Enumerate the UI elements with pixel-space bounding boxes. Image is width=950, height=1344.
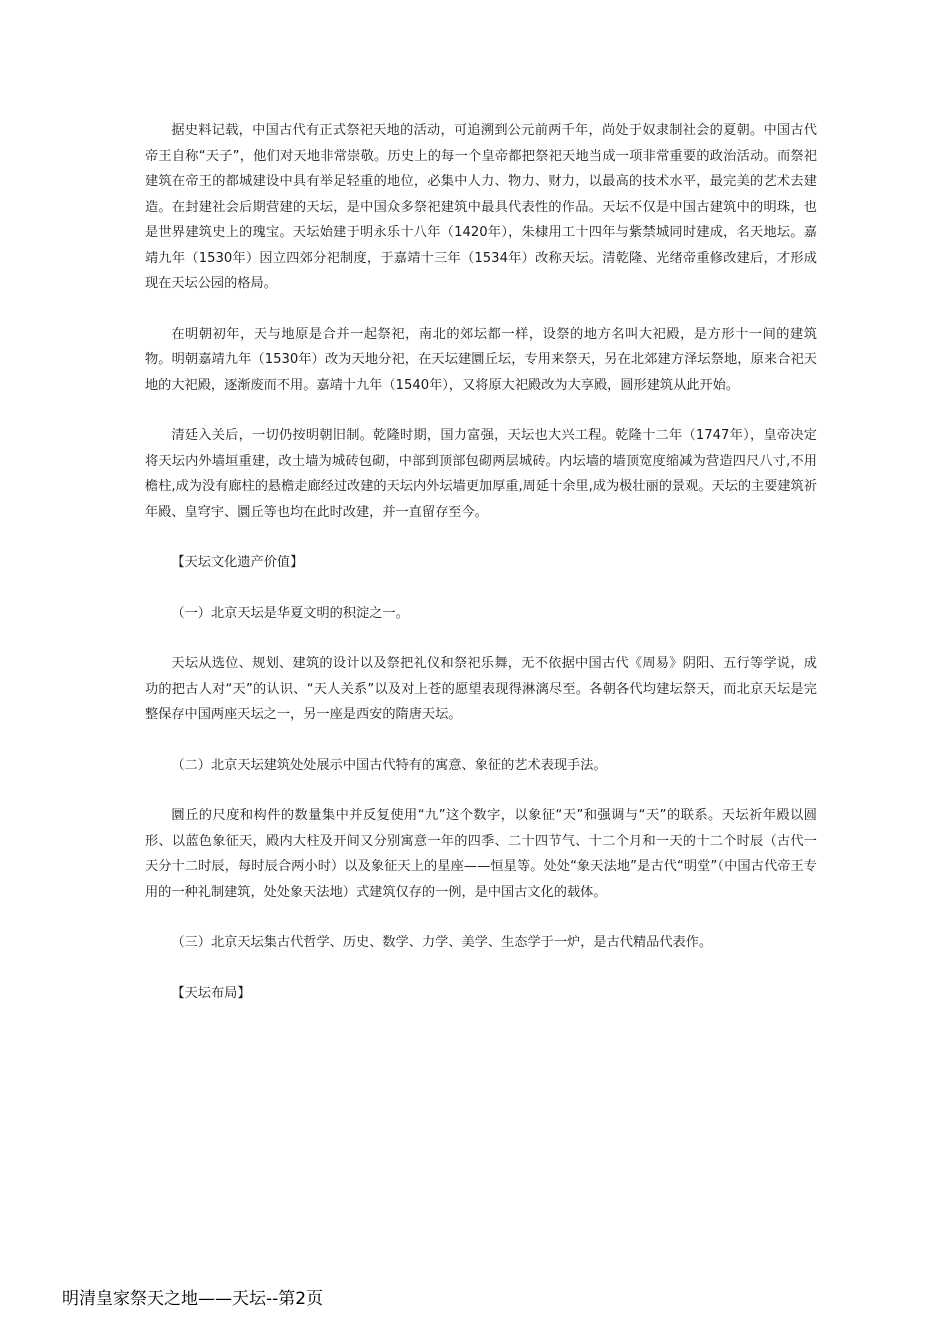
subheading-three: （三）北京天坛集古代哲学、历史、数学、力学、美学、生态学于一炉，是古代精品代表作。 [171, 935, 713, 950]
section-heading-layout: 【天坛布局】 [171, 985, 251, 1001]
section-heading-heritage-value: 【天坛文化遗产价值】 [171, 555, 304, 570]
subheading-two: （二）北京天坛建筑处处展示中国古代特有的寓意、象征的艺术表现手法。 [171, 757, 607, 773]
paragraph-symbolism: 圜丘的尺度和构件的数量集中并反复使用“九”这个数字，以象征“天”和强调与“天”的联系。天坛祈年殿以圆形、以蓝色象征天，殿内大柱及开间又分别寓意一年的四季、二十四节气、十二个月和一天的十二个时辰（古代一天分十二时辰，每时辰合两小时）以及象征天上的星座——恒星等。处处“象天法地”是古代“明堂”（中国古代帝王专用的一种礼制建筑，处处象天法地）式建筑仅存的一例，是中国古文化的载体。 [145, 808, 817, 900]
paragraph-ming-dynasty: 在明朝初年，天与地原是合并一起祭祀，南北的郊坛都一样，设祭的地方名叫大祀殿，是方形十一间的建筑物。明朝嘉靖九年（1530年）改为天地分祀，在天坛建圜丘坛，专用来祭天，另在北郊建方泽坛祭地，原来合祀天地的大祀殿，逐渐废而不用。嘉靖十九年（1540年），又将原大祀殿改为大享殿，圆形建筑从此开始。 [145, 326, 817, 393]
paragraph-qing-dynasty: 清廷入关后，一切仍按明朝旧制。乾隆时期，国力富强，天坛也大兴工程。乾隆十二年（1747年），皇帝决定将天坛内外墙垣重建，改土墙为城砖包砌，中部到顶部包砌两层城砖。内坛墙的墙顶宽度缩减为营造四尺八寸,不用檐柱,成为没有廊柱的悬檐走廊经过改建的天坛内外坛墙更加厚重,周延十余里,成为极壮丽的景观。天坛的主要建筑祈年殿、皇穹宇、圜丘等也均在此时改建，并一直留存至今。 [145, 428, 817, 520]
paragraph-site-design: 天坛从选位、规划、建筑的设计以及祭把礼仪和祭祀乐舞，无不依据中国古代《周易》阴阳、五行等学说，成功的把古人对“天”的认识、“天人关系”以及对上苍的愿望表现得淋漓尽至。各朝各代均建坛祭天，而北京天坛是完整保存中国两座天坛之一，另一座是西安的隋唐天坛。 [145, 656, 817, 722]
page-footer: 明清皇家祭天之地——天坛--第2页 [62, 1289, 324, 1309]
subheading-one: （一）北京天坛是华夏文明的积淀之一。 [171, 605, 409, 621]
document-body [145, 118, 817, 1031]
paragraph-history-origin: 据史料记载，中国古代有正式祭祀天地的活动，可追溯到公元前两千年，尚处于奴隶制社会的夏朝。中国古代帝王自称“天子”，他们对天地非常崇敬。历史上的每一个皇帝都把祭祀天地当成一项非常重要的政治活动。而祭祀建筑在帝王的都城建设中具有举足轻重的地位，必集中人力、物力、财力，以最高的技术水平，最完美的艺术去建造。在封建社会后期营建的天坛，是中国众多祭祀建筑中最具代表性的作品。天坛不仅是中国古建筑中的明珠，也是世界建筑史上的瑰宝。天坛始建于明永乐十八年（1420年），朱棣用工十四年与紫禁城同时建成，名天地坛。嘉靖九年（1530年）因立四郊分祀制度，于嘉靖十三年（1534年）改称天坛。清乾隆、光绪帝重修改建后，才形成现在天坛公园的格局。 [145, 123, 817, 291]
